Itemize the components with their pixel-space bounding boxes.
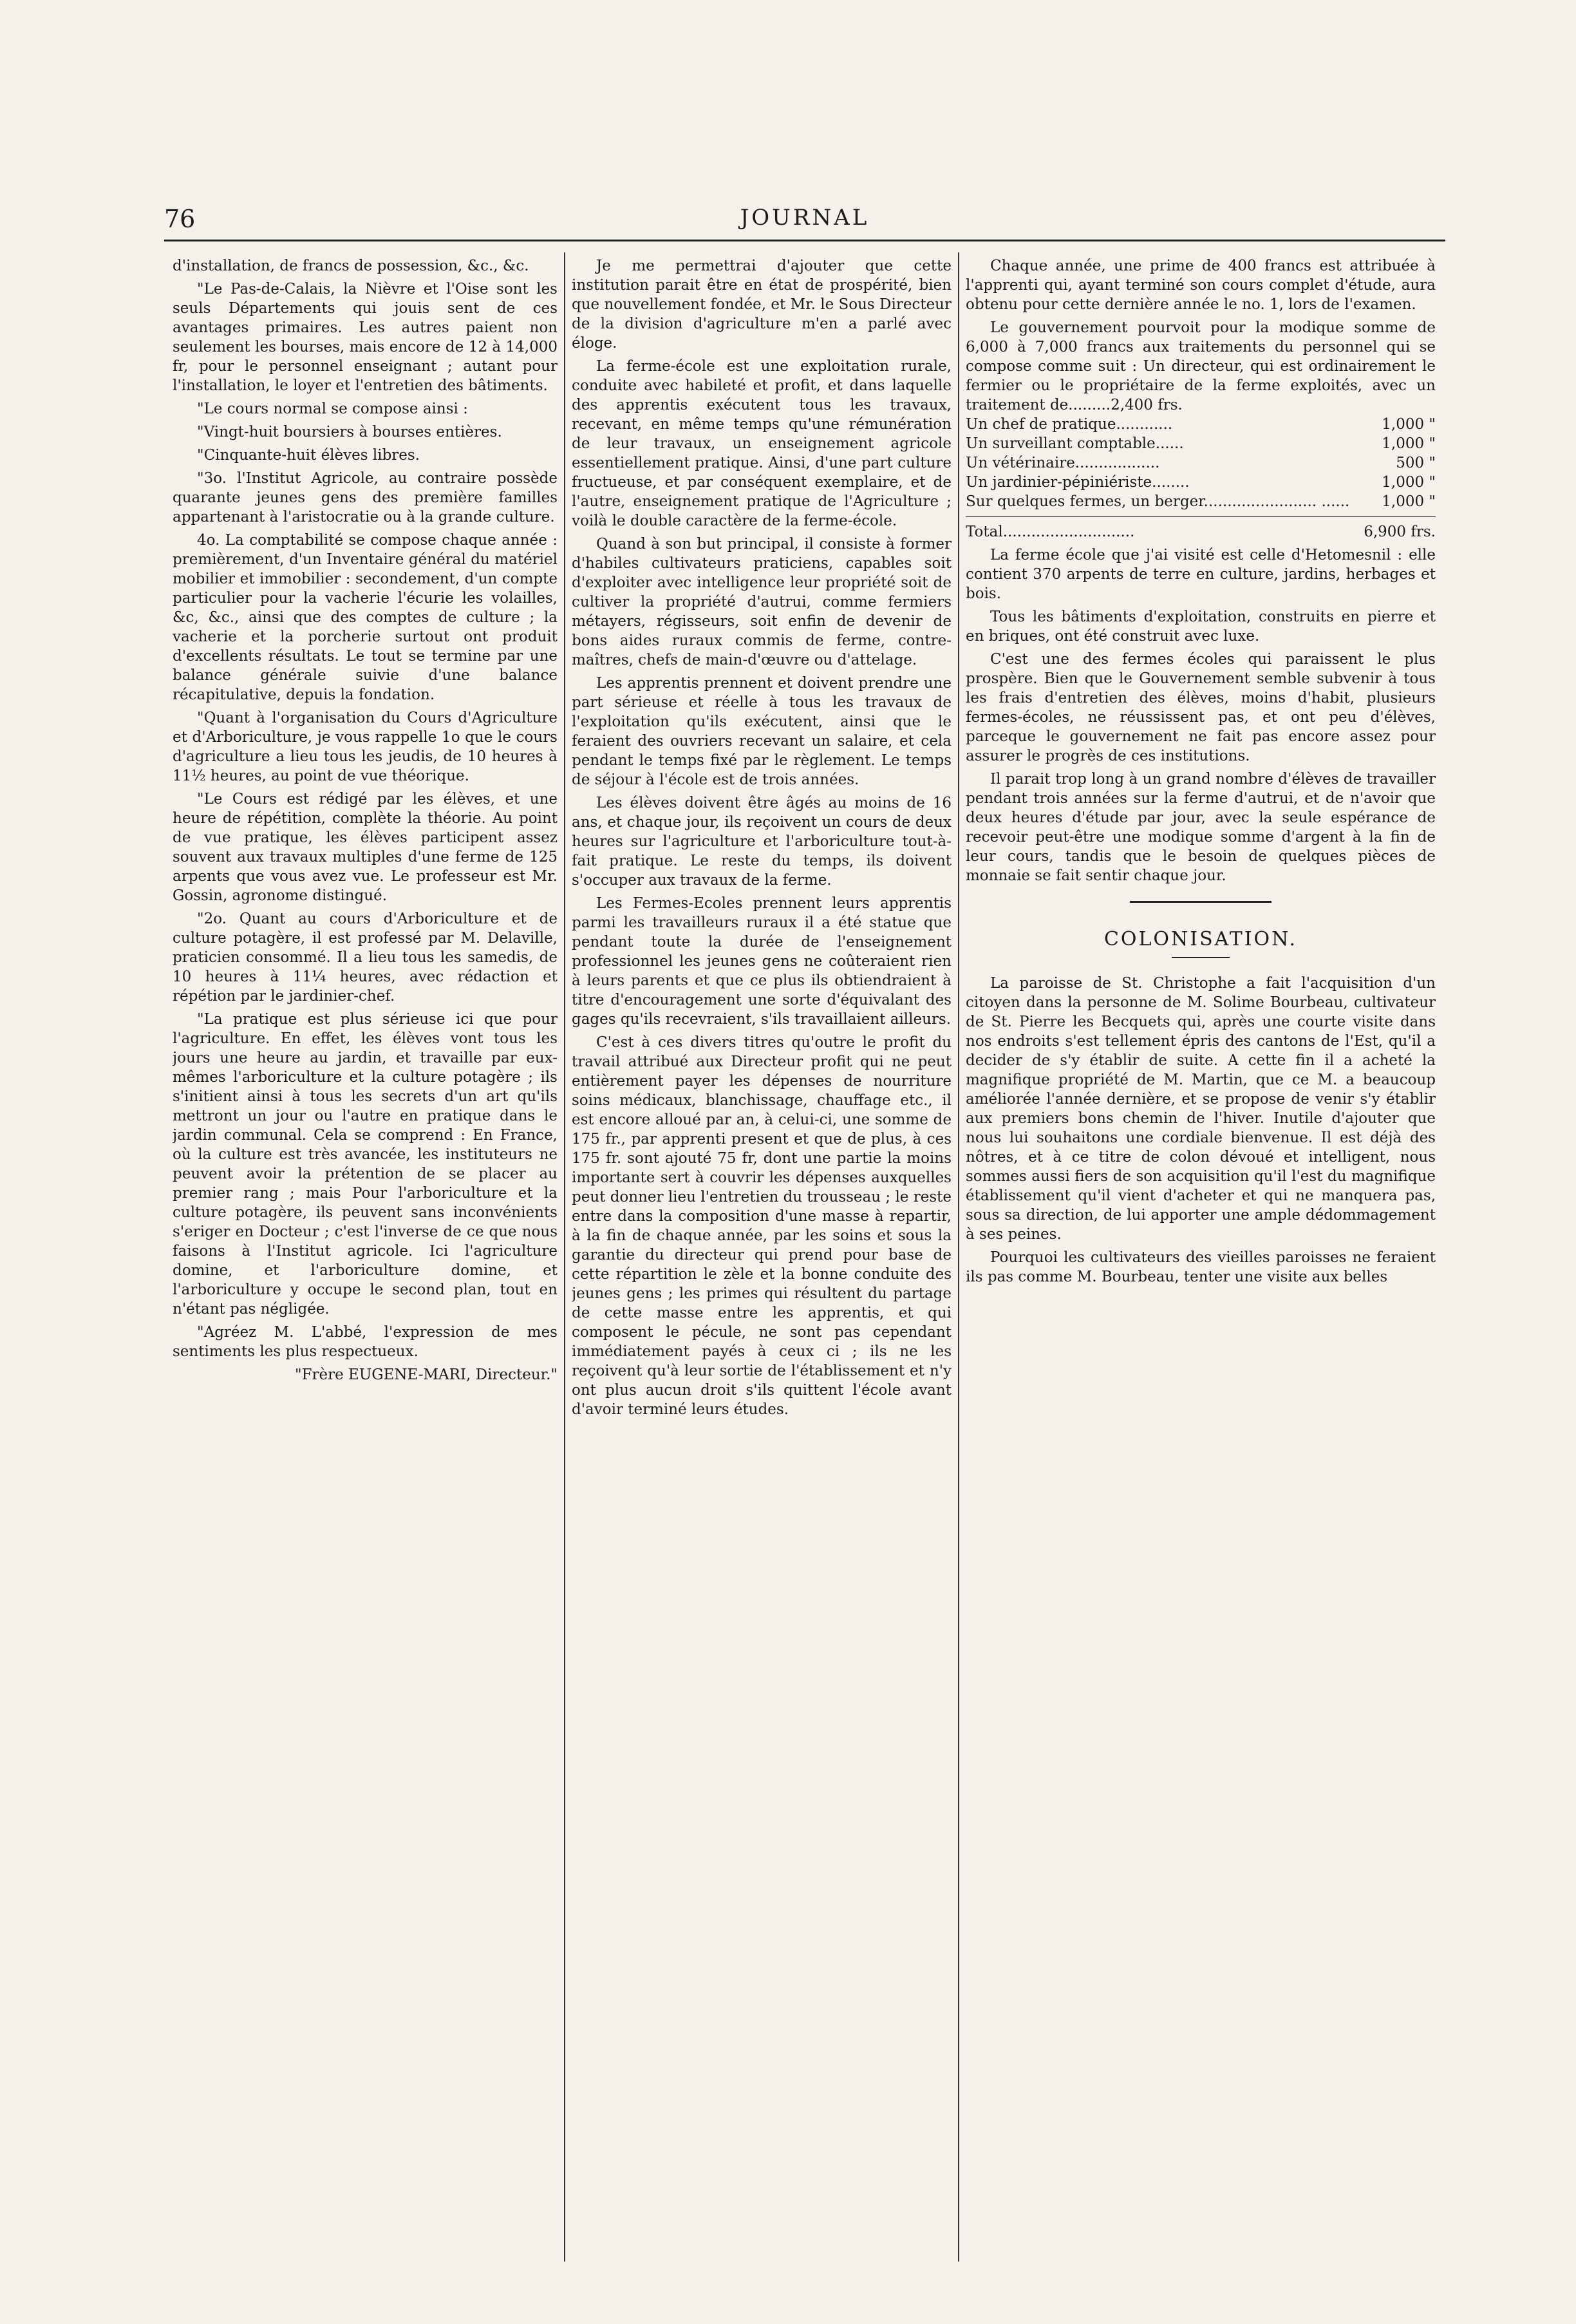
budget-amount: 1,000 "	[1382, 435, 1436, 452]
budget-row	[966, 453, 1436, 473]
paragraph: "Cinquante-huit élèves libres.	[197, 447, 420, 464]
paragraph: d'installation, de francs de possession, &c., &c.	[173, 258, 529, 274]
paragraph: Les apprentis prennent et doivent prendre une part sérieuse et réelle à tous les travaux de l'exploitation qu'ils exécutent, ainsi que le feraient des ouvriers recevant un salaire, et cela pendant le temps fixé par le règlement. Le temps de séjour à l'école est de trois années.	[572, 675, 952, 788]
budget-amount: 1,000 "	[1382, 416, 1436, 433]
budget-label: Un vétérinaire..................	[966, 455, 1160, 471]
paragraph: "Le cours normal se compose ainsi :	[197, 401, 468, 417]
paragraph: "3o. l'Institut Agricole, au contraire possède quarante jeunes gens des première familles appartenant à l'aristocratie ou à la grande culture.	[173, 470, 558, 525]
paragraph: "Le Pas-de-Calais, la Nièvre et l'Oise sont les seuls Départements qui jouis sent de ces avantages primaires. Les autres paient non seulement les bourses, mais encore de 12 à 14,000 fr, pour le personnel enseignant ; autant pour l'installation, le loyer et l'entretien des bâtiments.	[173, 281, 558, 394]
section-title: COLONISATION.	[1103, 928, 1298, 950]
page-number: 76	[164, 205, 196, 233]
budget-total-row	[966, 522, 1436, 542]
section-title-rule	[1172, 957, 1230, 958]
paragraph: Le gouvernement pourvoit pour la modique somme de 6,000 à 7,000 francs aux traitements du personnel qui se compose comme suit : Un directeur, qui est ordinairement le fermier ou le propriétaire de la ferme exploités, avec un traitement de.........2,400 frs.	[966, 319, 1436, 413]
budget-label: Un chef de pratique............	[966, 416, 1173, 433]
column-divider	[564, 252, 565, 2262]
column-middle	[572, 256, 952, 2256]
signature: "Frère EUGENE-MARI, Directeur."	[294, 1366, 558, 1383]
paragraph: "Agréez M. L'abbé, l'expression de mes sentiments les plus respectueux.	[173, 1324, 558, 1360]
paragraph: "La pratique est plus sérieuse ici que pour l'agriculture. En effet, les élèves vont tous les jours une heure au jardin, et travaille par eux-mêmes l'arboriculture et la culture potagère ; ils s'initient ainsi à tous les secrets d'un art qu'ils mettront un jour ou l'autre en pratique dans le jardin communal. Cela se comprend : En France, où la culture est très avancée, les instituteurs ne peuvent avoir la prétention de se placer au premier rang ; mais Pour l'arboriculture et la culture potagère, ils peuvent sans inconvénients s'eriger en Docteur ; c'est l'inverse de ce que nous faisons à l'Institut agricole. Ici l'agriculture domine, et l'arboriculture domine, et l'arboriculture y occupe le second plan, tout en n'étant pas négligée.	[173, 1011, 558, 1318]
budget-row	[966, 434, 1436, 453]
column-right	[966, 256, 1436, 2256]
budget-label: Sur quelques fermes, un berger........................ ......	[966, 493, 1350, 510]
budget-label: Un surveillant comptable......	[966, 435, 1184, 452]
paragraph: "Le Cours est rédigé par les élèves, et une heure de répétition, complète la théorie. Au point de vue pratique, les élèves participent assez souvent aux travaux multiples d'une ferme de 125 arpents que vous avez vue. Le professeur est Mr. Gossin, agronome distingué.	[173, 791, 558, 904]
paragraph: 4o. La comptabilité se compose chaque année : premièrement, d'un Inventaire général du matériel mobilier et immobilier : secondement, d'un compte particulier pour la vacherie l'écurie les volailles, &c, &c., ainsi que des comptes de culture ; la vacherie et la porcherie surtout ont produit d'excellents résultats. Le tout se termine par une balance générale suivie d'une balance récapitulative, depuis la fondation.	[173, 532, 558, 703]
paragraph: Il parait trop long à un grand nombre d'élèves de travailler pendant trois années sur la ferme d'autrui, et de n'avoir que deux heures d'étude par jour, avec la seule espérance de recevoir peut-être une modique somme d'argent à la fin de leur cours, tandis que le besoin de quelques pièces de monnaie se fait sentir chaque jour.	[966, 771, 1436, 884]
budget-row	[966, 492, 1436, 511]
paragraph: La paroisse de St. Christophe a fait l'acquisition d'un citoyen dans la personne de M. Solime Bourbeau, cultivateur de St. Pierre les Becquets qui, après une courte visite dans nos endroits s'est tellement épris des cantons de l'Est, qu'il a decider de s'y établir de suite. A cette fin il a acheté la magnifique propriété de M. Martin, que ce M. a beaucoup améliorée l'année dernière, et se propose de venir s'y établir aux premiers bons chemin de l'hiver. Inutile d'ajouter que nous lui souhaitons une cordiale bienvenue. Il est déjà des nôtres, et à ce titre de colon dévoué et intelligent, nous sommes aussi fiers de son acquisition qu'il l'est du magnifique établissement qu'il vient d'acheter et qui ne manquera pas, sous sa direction, de lui apporter une ample dédommagement à ses peines.	[966, 975, 1436, 1243]
budget-label: Un jardinier-pépiniériste........	[966, 474, 1190, 491]
budget-row	[966, 415, 1436, 434]
paragraph: C'est une des fermes écoles qui paraissent le plus prospère. Bien que le Gouvernement semble subvenir à tous les frais d'entretien des élèves, moins d'habit, plusieurs fermes-écoles, ne réussissent pas, et ont peu d'élèves, parceque le gouvernement ne fait pas encore assez pour assurer le progrès de ces institutions.	[966, 651, 1436, 764]
paragraph: C'est à ces divers titres qu'outre le profit du travail attribué aux Directeur profit qui ne peut entièrement payer les dépenses de nourriture soins médicaux, blanchissage, chauffage etc., il est encore alloué par an, à celui-ci, une somme de 175 fr., par apprenti present et que de plus, à ces 175 fr. sont ajouté 75 fr, dont une partie la moins importante sert à couvrir les dépenses auxquelles peut donner lieu l'entretien du trousseau ; le reste entre dans la composition d'une masse à repartir, à la fin de chaque année, par les soins et sous la garantie du directeur qui prend pour base de cette répartition le zèle et la bonne conduite des jeunes gens ; les primes qui résultent du partage de cette masse entre les apprentis, et qui composent le pécule, ne sont pas cependant immédiatement payés à ceux ci ; ils ne les reçoivent qu'à leur sortie de l'établissement et n'y ont plus aucun droit s'ils quittent l'école avant d'avoir terminé leurs études.	[572, 1034, 952, 1418]
column-divider	[958, 252, 959, 2262]
column-left	[173, 256, 558, 2256]
paragraph: Tous les bâtiments d'exploitation, construits en pierre et en briques, ont été construit avec luxe.	[966, 609, 1436, 645]
page-header	[164, 205, 1445, 237]
header-rule	[164, 240, 1445, 241]
paragraph: Chaque année, une prime de 400 francs est attribuée à l'apprenti qui, ayant terminé son cours complet d'étude, aura obtenu pour cette dernière année le no. 1, lors de l'examen.	[966, 258, 1436, 313]
budget-row	[966, 473, 1436, 492]
total-label: Total............................	[966, 524, 1135, 540]
paragraph: "Vingt-huit boursiers à bourses entières.	[197, 424, 502, 440]
section-divider	[1130, 901, 1271, 903]
paragraph: La ferme-école est une exploitation rurale, conduite avec habileté et profit, et dans laquelle des apprentis exécutent tous les travaux, recevant, en même temps qu'une rémunération de leur travaux, un enseignement agricole essentiellement pratique. Ainsi, d'une part culture fructueuse, et par conséquent exemplaire, et de l'autre, enseignement pratique de l'Agriculture ; voilà le double caractère de la ferme-école.	[572, 358, 952, 529]
paragraph: Quand à son but principal, il consiste à former d'habiles cultivateurs praticiens, capables soit d'exploiter avec intelligence leur propriété soit de cultiver la propriété d'autrui, comme fermiers métayers, régisseurs, soit enfin de devenir de bons aides ruraux commis de ferme, contre-maîtres, chefs de main-d'œuvre ou d'attelage.	[572, 536, 952, 668]
budget-amount: 500 "	[1396, 455, 1436, 471]
total-divider	[966, 516, 1436, 517]
budget-amount: 1,000 "	[1382, 474, 1436, 491]
total-amount: 6,900 frs.	[1364, 524, 1436, 540]
budget-amount: 1,000 "	[1382, 493, 1436, 510]
paragraph: Les Fermes-Ecoles prennent leurs apprentis parmi les travailleurs ruraux il a été statue que pendant toute la durée de l'enseignement professionnel les jeunes gens ne coûteraient rien à leurs parents et que ce plus ils obtiendraient à titre d'encouragement une sorte d'équivalant des gages qu'ils recevraient, s'ils travaillaient ailleurs.	[572, 895, 952, 1028]
paragraph: Pourquoi les cultivateurs des vieilles paroisses ne feraient ils pas comme M. Bourbeau, tenter une visite aux belles	[966, 1249, 1436, 1285]
paragraph: Je me permettrai d'ajouter que cette institution parait être en état de prospérité, bien que nouvellement fondée, et Mr. le Sous Directeur de la division d'agriculture m'en a parlé avec éloge.	[572, 258, 952, 352]
paragraph: La ferme école que j'ai visité est celle d'Hetomesnil : elle contient 370 arpents de terre en culture, jardins, herbages et bois.	[966, 547, 1436, 602]
paragraph: "2o. Quant au cours d'Arboriculture et de culture potagère, il est professé par M. Delaville, praticien consommé. Il a lieu tous les samedis, de 10 heures à 11¼ heures, avec rédaction et répétion par le jardinier-chef.	[173, 911, 558, 1005]
paragraph: Les élèves doivent être âgés au moins de 16 ans, et chaque jour, ils reçoivent un cours de deux heures sur l'agriculture et l'arboriculture tout-à-fait pratique. Le reste du temps, ils doivent s'occuper aux travaux de la ferme.	[572, 795, 952, 889]
budget-list	[966, 415, 1436, 542]
journal-title: JOURNAL	[740, 205, 870, 231]
paragraph: "Quant à l'organisation du Cours d'Agriculture et d'Arboriculture, je vous rappelle 1o que le cours d'agriculture a lieu tous les jeudis, de 10 heures à 11½ heures, au point de vue théorique.	[173, 710, 558, 784]
